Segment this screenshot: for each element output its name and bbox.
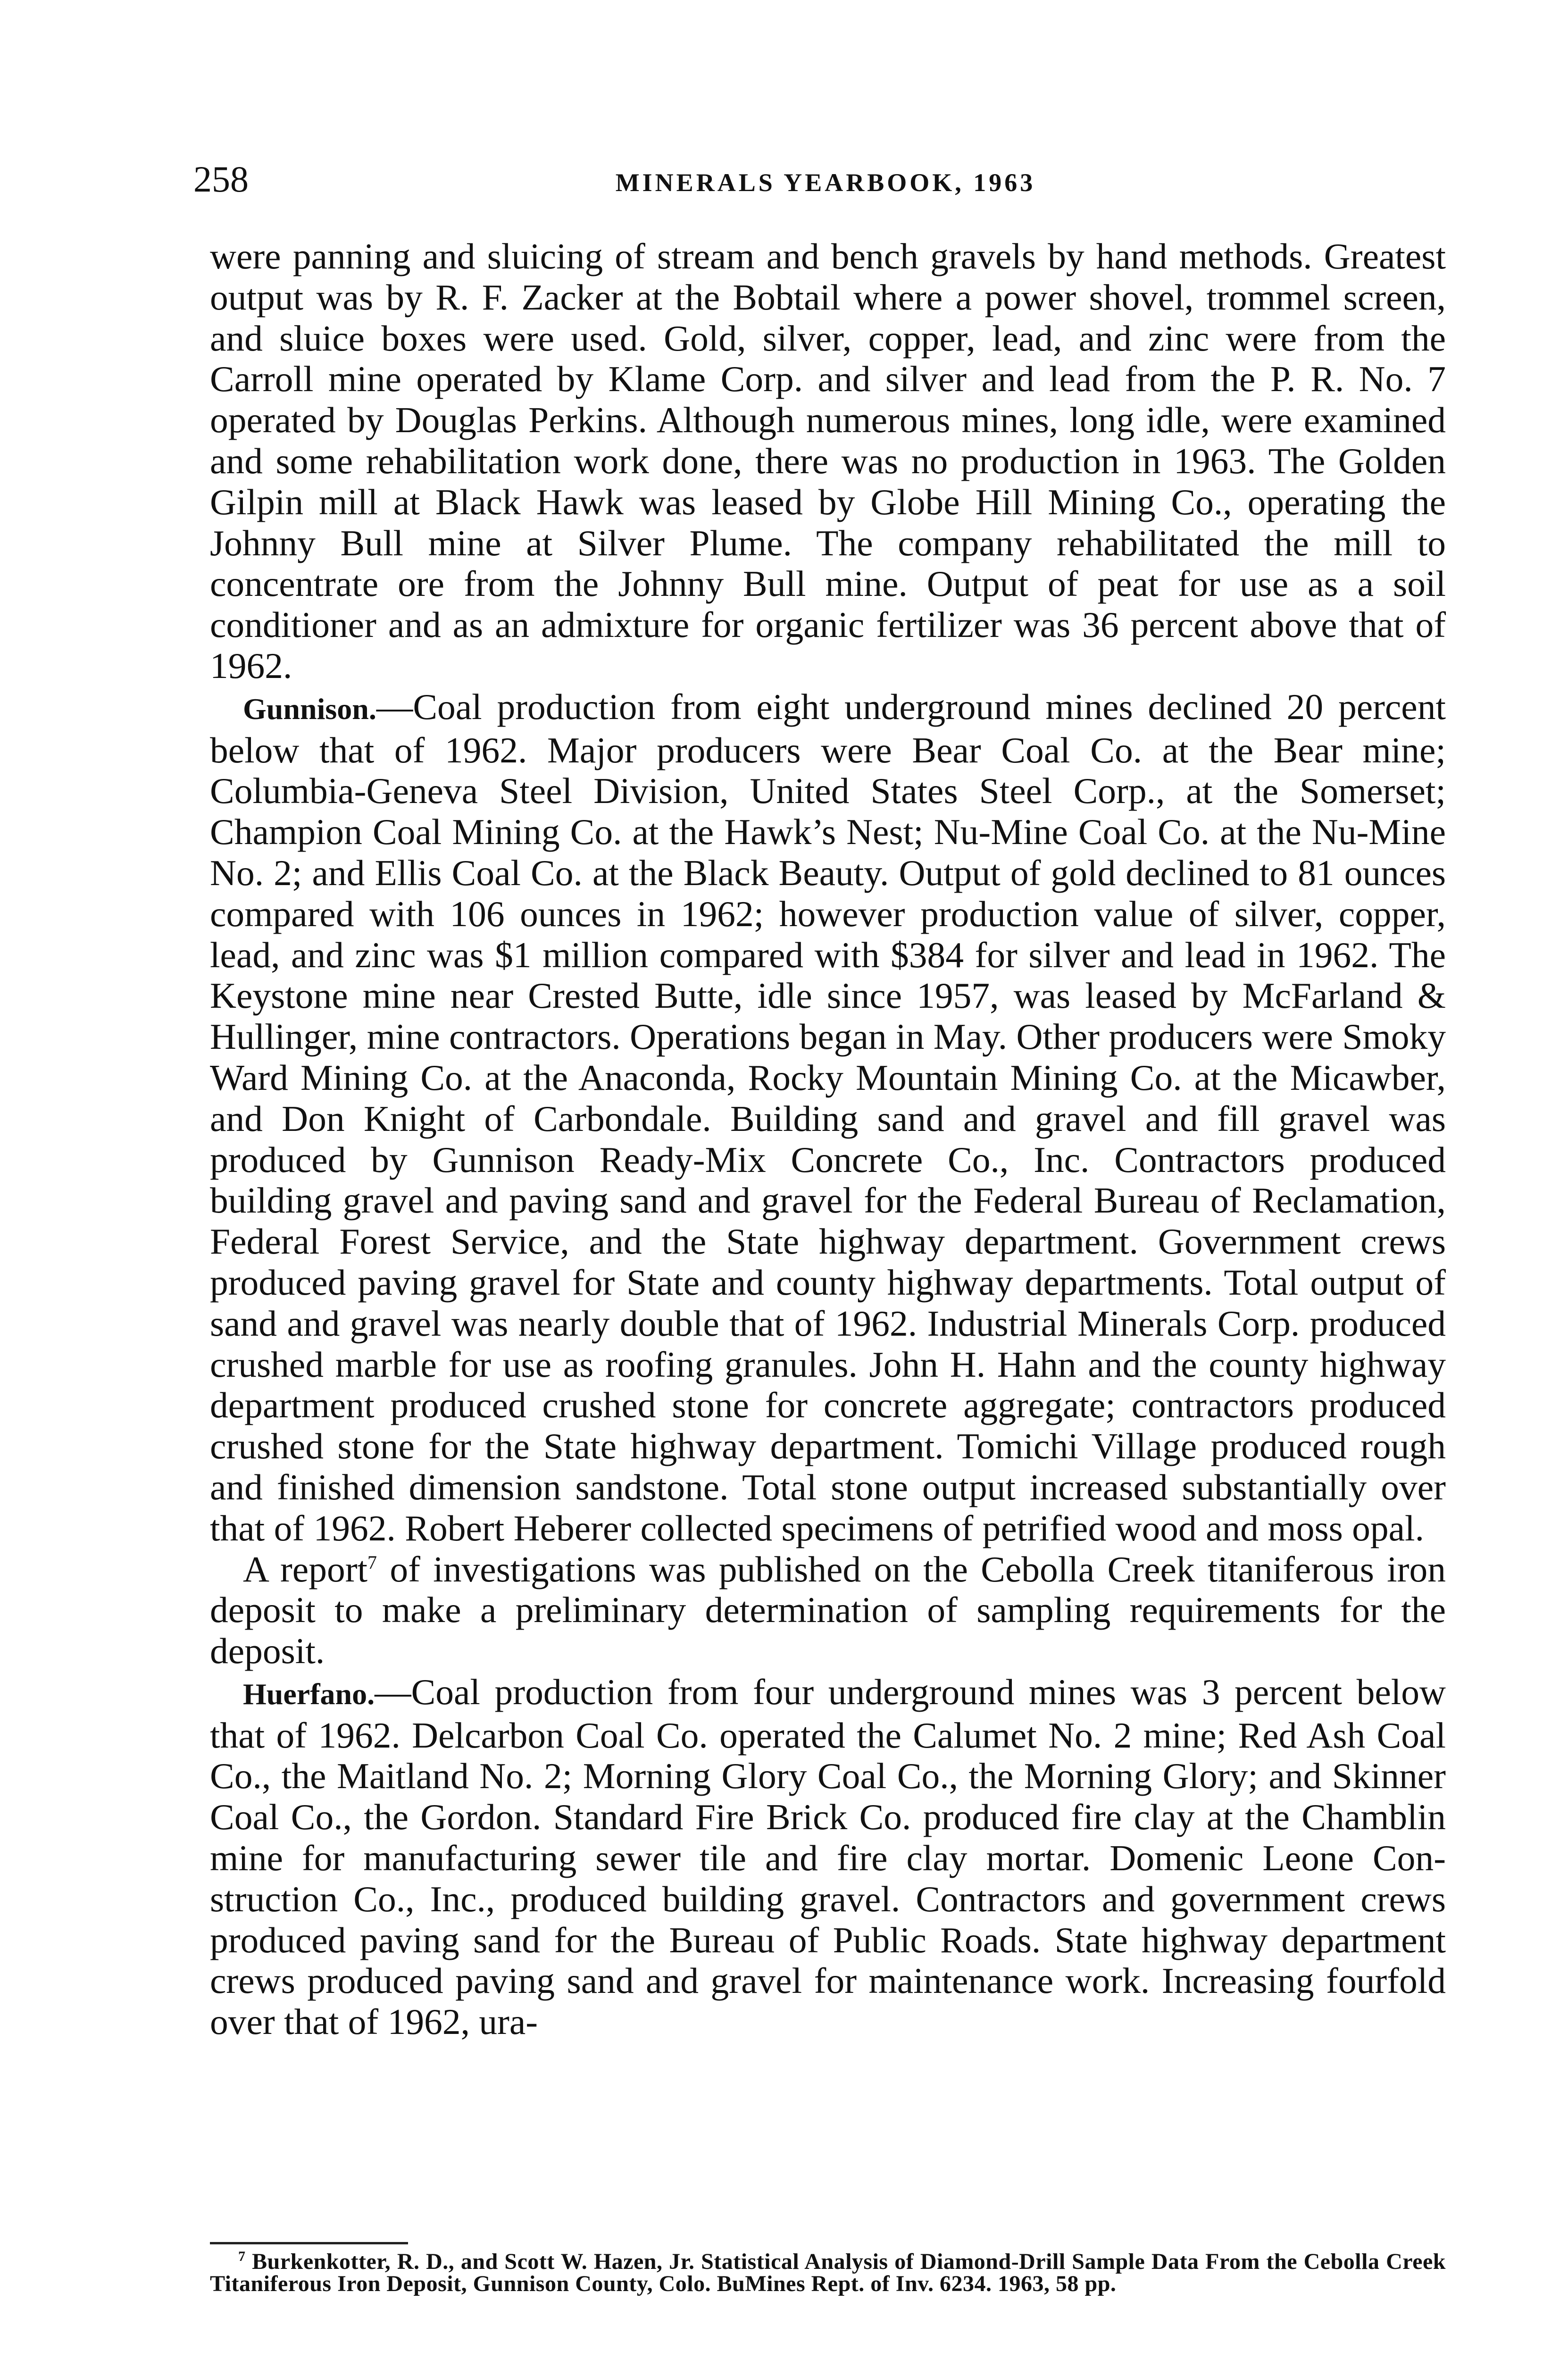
page-number: 258 (193, 159, 249, 200)
paragraph-text: —Coal production from four underground mines was 3 percent below that of 1962. Delcarbon Coal Co. operated the Calumet No. 2 mine; Red Ash Coal Co., the Maitland No. 2; Morning Glory Coal Co., the Morning Glory; and Skinner Coal Co., the Gordon. Standard Fire Brick Co. produced fire clay at the Chamblin mine for manufacturing sewer tile and fire clay mortar. Domenic Leone Construction Co., Inc., produced building gravel. Contractors and government crews produced paving sand for the Bureau of Public Roads. State highway department crews produced paving sand and gravel for maintenance work. Increasing fourfold over that of 1962, ura- (210, 1671, 1446, 2042)
county-heading: Gunnison. (243, 692, 376, 726)
paragraph-text: A report (243, 1548, 368, 1589)
footnote-reference: 7 (367, 1551, 377, 1573)
county-heading: Huerfano. (243, 1677, 375, 1711)
body-text (210, 236, 1446, 2042)
paragraph-gunnison (210, 686, 1446, 1549)
paragraph-text: of investigations was published on the Cebolla Creek titaniferous iron deposit to make a preliminary determination of sampling requirements for the deposit. (210, 1548, 1446, 1672)
paragraph-text: were panning and sluicing of stream and bench gravels by hand methods. Greatest output was by R. F. Zacker at the Bobtail where a power shovel, trommel screen, and sluice boxes were used. Gold, silver, copper, lead, and zinc were from the Carroll mine operated by Klame Corp. and silver and lead from the P. R. No. 7 operated by Douglas Perkins. Although numerous mines, long idle, were examined and some rehabilitation work done, there was no production in 1963. The Golden Gilpin mill at Black Hawk was leased by Globe Hill Mining Co., operating the Johnny Bull mine at Silver Plume. The company rehabilitated the mill to concentrate ore from the Johnny Bull mine. Output of peat for use as a soil conditioner and as an admixture for organic fertilizer was 36 percent above that of 1962. (210, 236, 1446, 686)
paragraph-report (210, 1549, 1446, 1672)
footnote-entry (210, 2250, 1446, 2295)
paragraph-text: —Coal production from eight underground mines declined 20 percent below that of 1962. Major producers were Bear Coal Co. at the Bear mine; Columbia-Geneva Steel Division, United States Steel Corp., at the Somerset; Champion Coal Mining Co. at the Hawk’s Nest; Nu-Mine Coal Co. at the Nu-Mine No. 2; and Ellis Coal Co. at the Black Beauty. Output of gold declined to 81 ounces compared with 106 ounces in 1962; however production value of silver, copper, lead, and zinc was $1 million compared with $384 for silver and lead in 1962. The Keystone mine near Crested Butte, idle since 1957, was leased by McFarland & Hullinger, mine contractors. Operations began in May. Other producers were Smoky Ward Mining Co. at the Anaconda, Rocky Mountain Mining Co. at the Micawber, and Don Knight of Carbondale. Building sand and gravel and fill gravel was produced by Gunnison Ready-Mix Concrete Co., Inc. Contractors produced building gravel and paving sand and gravel for the Federal Bureau of Reclamation, Federal Forest Service, and the State highway department. Government crews produced paving gravel for State and county highway departments. Total output of sand and gravel was nearly double that of 1962. Industrial Minerals Corp. produced crushed marble for use as roofing granules. John H. Hahn and the county highway department produced crushed stone for concrete aggregate; contractors produced crushed stone for the State highway department. Tomichi Village produced rough and finished dimension sandstone. Total stone output increased substantially over that of 1962. Robert Heberer collected specimens of petrified wood and moss opal. (210, 686, 1446, 1548)
paragraph-huerfano (210, 1672, 1446, 2042)
paragraph-continuation (210, 236, 1446, 686)
running-header (193, 156, 1458, 208)
running-title: MINERALS YEARBOOK, 1963 (615, 168, 1036, 197)
footnote (210, 2250, 1446, 2295)
footnote-divider (210, 2242, 408, 2244)
footnote-number: 7 (238, 2249, 246, 2264)
footnote-text: Burkenkotter, R. D., and Scott W. Hazen, Jr. Statistical Analysis of Diamond-Drill Sample Data From the Cebolla Creek Titaniferous Iron Deposit, Gunnison County, Colo. BuMines Rept. of Inv. 6234. 1963, 58 pp. (210, 2249, 1446, 2296)
